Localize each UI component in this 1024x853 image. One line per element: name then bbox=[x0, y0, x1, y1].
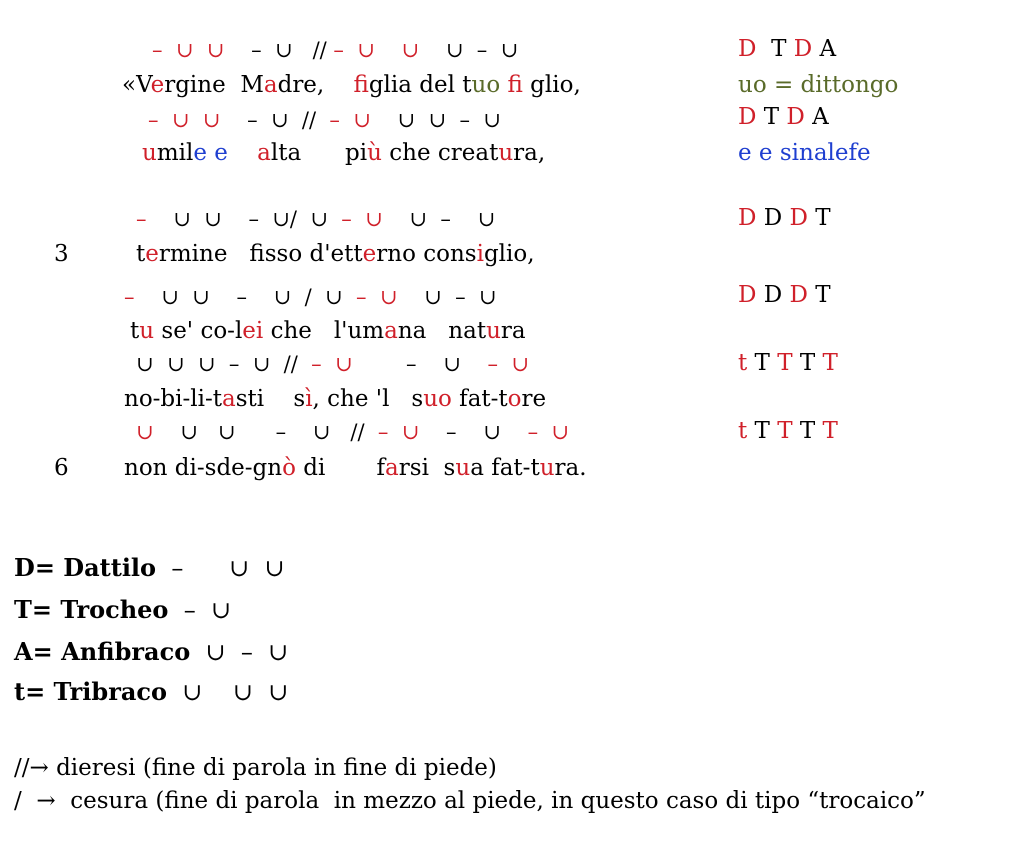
text-run: ra bbox=[500, 318, 526, 344]
text-run bbox=[500, 72, 507, 98]
foot-pattern-3 bbox=[738, 207, 831, 230]
scansion-line-3 bbox=[136, 209, 495, 230]
red-text-run: ì bbox=[305, 386, 313, 412]
red-text-run: e bbox=[362, 241, 377, 267]
red-text-run: a bbox=[385, 455, 399, 481]
text-run: t bbox=[136, 241, 146, 267]
verse-line-2 bbox=[142, 142, 545, 165]
text-run: glio, bbox=[522, 72, 581, 98]
text-run: ∪ ∪ – ∪ / ∪ bbox=[147, 285, 356, 309]
text-run: rsi s bbox=[398, 455, 456, 481]
text-run: dre, bbox=[277, 72, 354, 98]
red-text-run: o bbox=[507, 386, 522, 412]
red-text-run: D bbox=[738, 36, 757, 62]
blue-text-run: e e bbox=[193, 140, 228, 166]
text-run: glia del t bbox=[368, 72, 472, 98]
text-run: ∪ – ∪ bbox=[382, 207, 496, 231]
text-run: mil bbox=[156, 140, 194, 166]
text-run: T bbox=[807, 282, 831, 308]
note-sinalefe bbox=[738, 142, 871, 165]
text-run: ∪ – ∪ bbox=[397, 285, 497, 309]
red-text-run: a bbox=[222, 386, 236, 412]
verse-line-4 bbox=[130, 320, 526, 343]
line-number-6: 6 bbox=[54, 455, 69, 481]
red-text-run: – ∪ bbox=[487, 352, 529, 376]
scansion-line-1 bbox=[152, 40, 518, 61]
verse-line-1 bbox=[122, 74, 581, 97]
text-run: T bbox=[792, 350, 823, 376]
foot-pattern-1 bbox=[738, 38, 836, 61]
red-text-run: ∪ bbox=[136, 420, 174, 444]
text-run: ∪ ∪ – ∪ // bbox=[173, 420, 378, 444]
red-text-run: u bbox=[486, 318, 501, 344]
blue-text-run: e e sinalefe bbox=[738, 140, 871, 166]
text-run: ra. bbox=[554, 455, 587, 481]
text-run: a fat-t bbox=[470, 455, 540, 481]
red-text-run: – ∪ ∪ bbox=[152, 38, 238, 62]
red-text-run: – ∪ bbox=[527, 420, 570, 444]
red-text-run: a bbox=[257, 140, 271, 166]
legend-label: t= Tribraco bbox=[14, 677, 168, 706]
scansion-line-5 bbox=[136, 354, 529, 375]
text-run: rmine f bbox=[158, 241, 265, 267]
red-text-run: – ∪ bbox=[311, 352, 353, 376]
text-run: t bbox=[130, 318, 140, 344]
red-text-run: T bbox=[822, 418, 838, 444]
red-text-run: u bbox=[539, 455, 555, 481]
text-run: T bbox=[747, 418, 778, 444]
red-text-run: fi bbox=[353, 72, 369, 98]
red-text-run: u bbox=[139, 318, 155, 344]
red-text-run: t bbox=[738, 418, 748, 444]
text-run: no-bi-li-t bbox=[124, 386, 223, 412]
red-text-run: ù bbox=[367, 140, 382, 166]
legend-label: D= Dattilo bbox=[14, 553, 157, 582]
foot-pattern-4 bbox=[738, 284, 831, 307]
legend-symbol: ∪ – ∪ bbox=[190, 638, 289, 666]
scansion-line-6 bbox=[136, 422, 569, 443]
legend-dattilo bbox=[14, 553, 285, 582]
red-text-run: D bbox=[786, 104, 805, 130]
red-text-run: u bbox=[455, 455, 471, 481]
text-run: ∪ – ∪ bbox=[439, 38, 519, 62]
text-run: se' co-l bbox=[154, 318, 243, 344]
red-text-run: D bbox=[789, 282, 808, 308]
red-text-run: – ∪ bbox=[341, 207, 383, 231]
text-run: T bbox=[792, 418, 823, 444]
legend-label: A= Anfibraco bbox=[14, 637, 191, 666]
text-run: «V bbox=[122, 72, 151, 98]
red-text-run: – bbox=[136, 207, 167, 231]
line-number-3: 3 bbox=[54, 241, 69, 267]
text-run: rgine M bbox=[164, 72, 264, 98]
red-text-run: – ∪ ∪ bbox=[326, 38, 440, 62]
text-run: ∪ ∪ – ∪ bbox=[370, 108, 501, 132]
text-run: sti s bbox=[235, 386, 306, 412]
red-text-run: ò bbox=[282, 455, 296, 481]
red-text-run: uo bbox=[423, 386, 452, 412]
text-run: glio, bbox=[483, 241, 535, 267]
red-text-run: e bbox=[150, 72, 165, 98]
legend-symbol: ∪ ∪ ∪ bbox=[167, 678, 289, 706]
text-run: na nat bbox=[397, 318, 487, 344]
red-text-run: – ∪ bbox=[377, 420, 420, 444]
text-run: ∪ ∪ ∪ – ∪ // bbox=[136, 352, 312, 376]
legend-symbol: – ∪ ∪ bbox=[156, 554, 285, 582]
text-run: non di-sde-gn bbox=[124, 455, 283, 481]
red-text-run: i bbox=[476, 241, 484, 267]
red-text-run: – ∪ bbox=[355, 285, 398, 309]
red-text-run: – ∪ bbox=[316, 108, 371, 132]
text-run: lta pi bbox=[270, 140, 368, 166]
verse-line-3 bbox=[136, 243, 535, 266]
verse-line-5 bbox=[124, 388, 546, 411]
legend-tribraco bbox=[14, 677, 289, 706]
red-text-run: u bbox=[498, 140, 514, 166]
red-text-run: D bbox=[738, 104, 757, 130]
red-text-run: a bbox=[263, 72, 278, 98]
red-text-run: T bbox=[777, 418, 793, 444]
text-run: ∪ ∪ – ∪/ ∪ bbox=[166, 207, 342, 231]
green-text-run: uo bbox=[471, 72, 501, 98]
text-run: , che 'l s bbox=[312, 386, 424, 412]
red-text-run: D bbox=[789, 205, 808, 231]
legend-label: T= Trocheo bbox=[14, 595, 169, 624]
foot-pattern-2 bbox=[738, 106, 829, 129]
foot-pattern-6 bbox=[738, 420, 838, 443]
text-run: T bbox=[807, 205, 831, 231]
red-text-run: u bbox=[142, 140, 157, 166]
red-text-run: – ∪ ∪ bbox=[148, 108, 234, 132]
note-dittongo bbox=[738, 74, 898, 97]
text-run: ra, bbox=[513, 140, 546, 166]
scansion-line-2 bbox=[148, 110, 501, 131]
text-run: A bbox=[812, 36, 837, 62]
text-run bbox=[228, 140, 257, 166]
text-run: fat-t bbox=[451, 386, 508, 412]
text-run: T bbox=[756, 104, 787, 130]
red-text-run: D bbox=[793, 36, 813, 62]
dieresi-explanation: //→ dieresi (fine di parola in fine di piede) bbox=[14, 755, 497, 781]
red-text-run: e bbox=[145, 241, 159, 267]
red-text-run: T bbox=[822, 350, 838, 376]
text-run: – ∪ bbox=[419, 420, 528, 444]
text-run: T bbox=[756, 36, 794, 62]
red-text-run: T bbox=[777, 350, 793, 376]
foot-pattern-5 bbox=[738, 352, 838, 375]
text-run: re bbox=[521, 386, 547, 412]
text-run: che creat bbox=[381, 140, 499, 166]
text-run: D bbox=[756, 205, 790, 231]
red-text-run: a bbox=[384, 318, 398, 344]
scansion-line-4 bbox=[124, 287, 497, 308]
text-run: A bbox=[804, 104, 829, 130]
red-text-run: D bbox=[738, 282, 757, 308]
text-run: rno cons bbox=[376, 241, 477, 267]
red-text-run: D bbox=[738, 205, 757, 231]
red-text-run: ei bbox=[242, 318, 264, 344]
legend-anfibraco bbox=[14, 637, 289, 666]
text-run: di f bbox=[295, 455, 386, 481]
verse-line-6 bbox=[124, 457, 587, 480]
text-run: sso d'ett bbox=[264, 241, 363, 267]
text-run: D bbox=[756, 282, 790, 308]
red-text-run: t bbox=[738, 350, 748, 376]
text-run: – ∪ bbox=[352, 352, 488, 376]
text-run: che l'um bbox=[263, 318, 385, 344]
legend-trocheo bbox=[14, 595, 232, 624]
cesura-explanation: / → cesura (fine di parola in mezzo al piede, in questo caso di tipo “trocaico” bbox=[14, 788, 926, 814]
red-text-run: fi bbox=[507, 72, 523, 98]
text-run: T bbox=[747, 350, 778, 376]
text-run: – ∪ // bbox=[237, 38, 327, 62]
red-text-run: – bbox=[124, 285, 148, 309]
text-run: – ∪ // bbox=[233, 108, 317, 132]
legend-symbol: – ∪ bbox=[168, 596, 232, 624]
green-text-run: uo = dittongo bbox=[738, 72, 899, 98]
